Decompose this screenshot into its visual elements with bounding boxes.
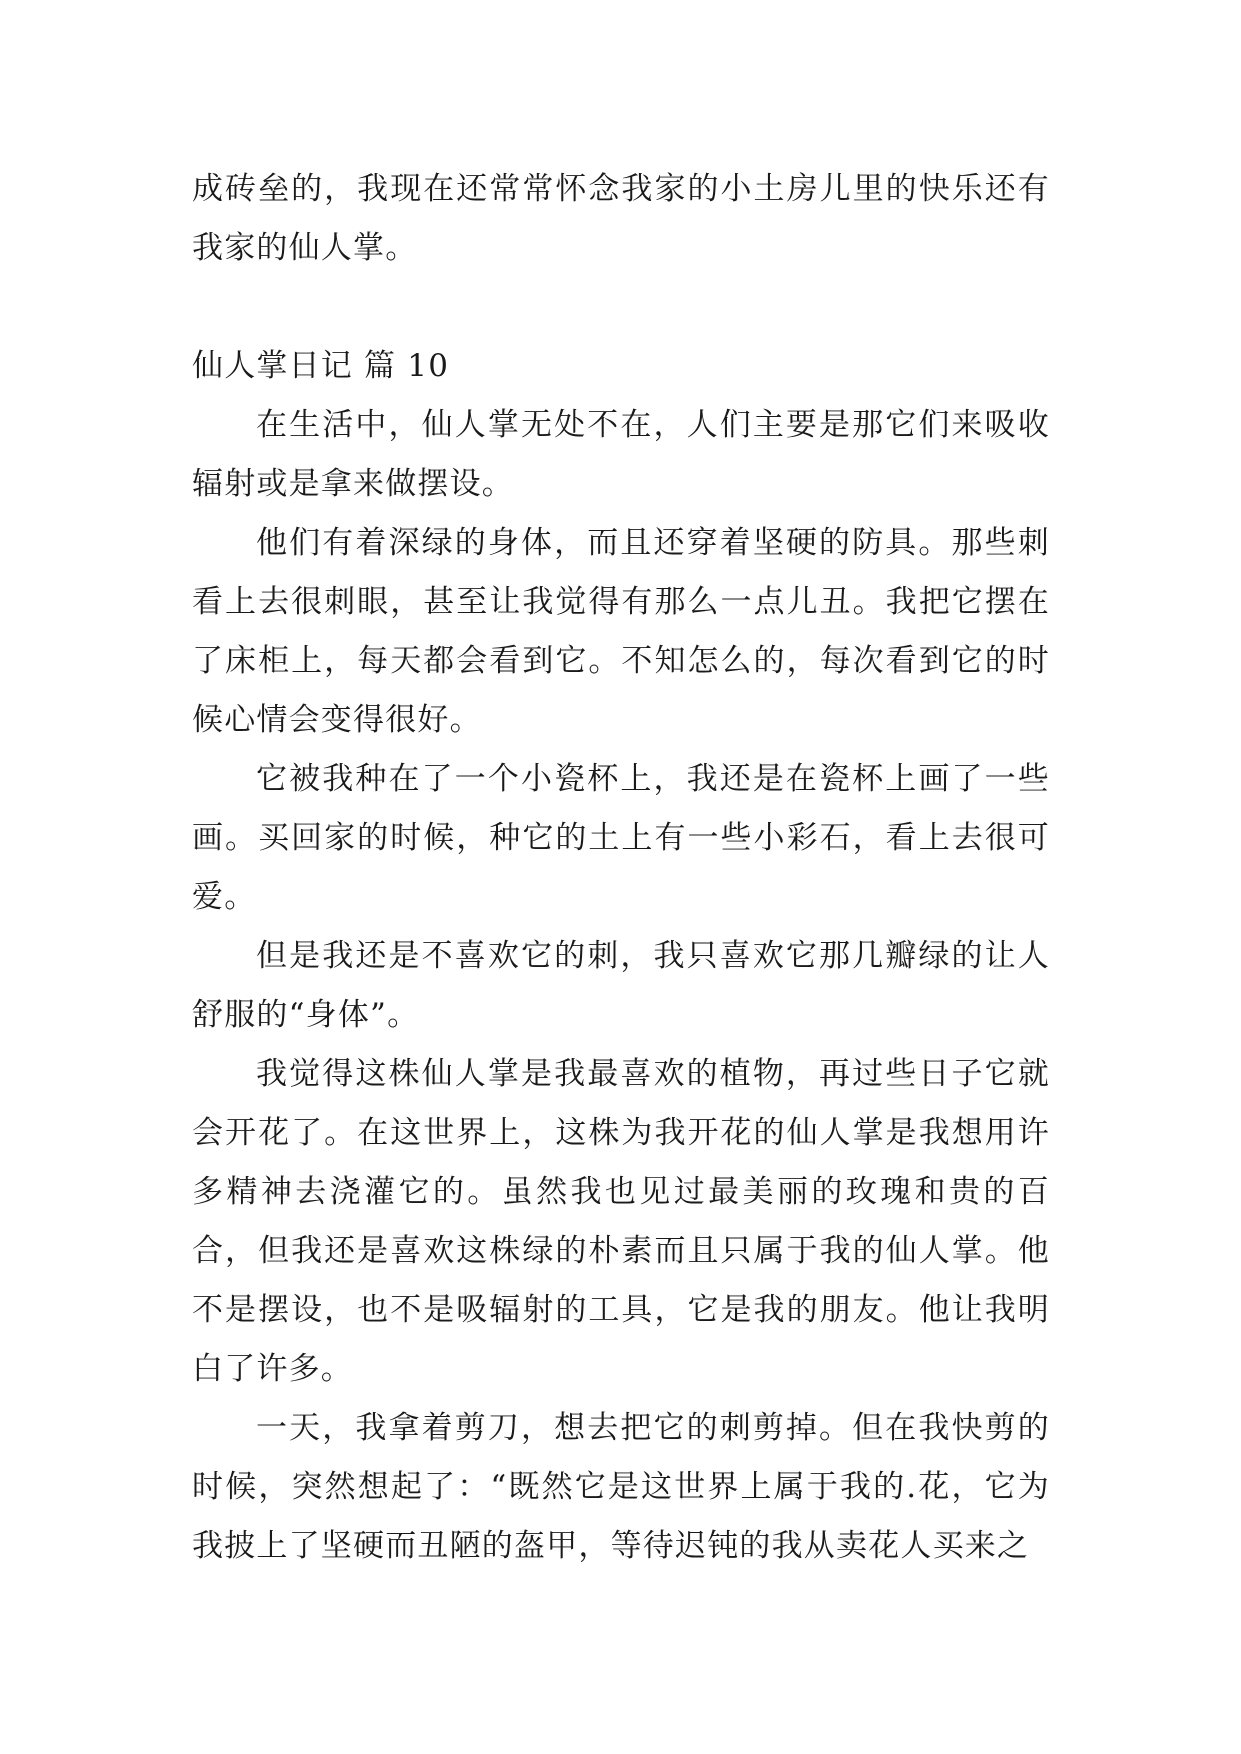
paragraph-3: 它被我种在了一个小瓷杯上，我还是在瓷杯上画了一些画。买回家的时候，种它的土上有一些小彩石，看上去很可爱。	[192, 761, 1050, 915]
paragraph-4: 但是我还是不喜欢它的刺，我只喜欢它那几瓣绿的让人舒服的“身体”。	[192, 938, 1050, 1033]
paragraph-2: 他们有着深绿的身体，而且还穿着坚硬的防具。那些刺看上去很刺眼，甚至让我觉得有那么一点儿丑。我把它摆在了床柜上，每天都会看到它。不知怎么的，每次看到它的时候心情会变得很好。	[192, 525, 1050, 738]
paragraph-1: 在生活中，仙人掌无处不在，人们主要是那它们来吸收辐射或是拿来做摆设。	[192, 407, 1050, 502]
continuation-text	[192, 160, 1050, 278]
continuation-paragraph: 成砖垒的，我现在还常常怀念我家的小土房儿里的快乐还有我家的仙人掌。	[192, 171, 1050, 266]
section-title: 仙人掌日记 篇 10	[192, 348, 450, 384]
paragraph-6: 一天，我拿着剪刀，想去把它的刺剪掉。但在我快剪的时候，突然想起了：“既然它是这世界上属于我的.花，它为我披上了坚硬而丑陋的盔甲，等待迟钝的我从卖花人买来之	[192, 1410, 1050, 1564]
body-text	[192, 396, 1050, 1576]
paragraph-5: 我觉得这株仙人掌是我最喜欢的植物，再过些日子它就会开花了。在这世界上，这株为我开花的仙人掌是我想用许多精神去浇灌它的。虽然我也见过最美丽的玫瑰和贵的百合，但我还是喜欢这株绿的朴素而且只属于我的仙人掌。他不是摆设，也不是吸辐射的工具，它是我的朋友。他让我明白了许多。	[192, 1056, 1050, 1387]
